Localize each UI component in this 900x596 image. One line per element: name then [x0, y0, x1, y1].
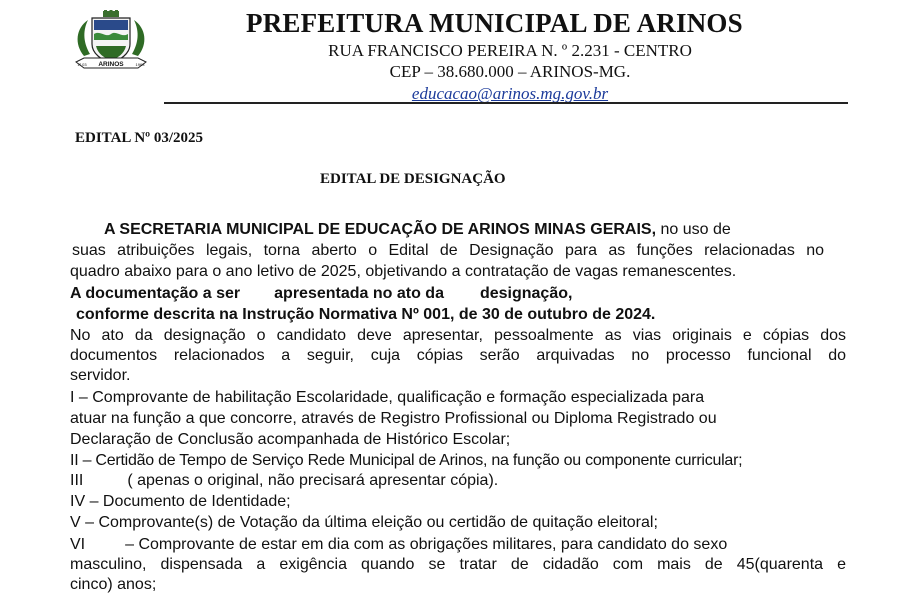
item-3-text: ( apenas o original, não precisará apresentar cópia). — [127, 472, 499, 489]
edital-title: EDITAL DE DESIGNAÇÃO — [320, 171, 506, 187]
intro-line-1 — [104, 220, 731, 240]
item-4: IV – Documento de Identidade; — [70, 493, 291, 510]
header-address: RUA FRANCISCO PEREIRA N. º 2.231 - CENTRO — [328, 41, 692, 60]
intro-rest-text: no uso de — [656, 221, 731, 238]
item-6-text: – Comprovante de estar em dia com as obrigações militares, para candidato do sexo — [125, 536, 728, 553]
item-6-label: VI — [70, 536, 86, 553]
item-1-line-1: I – Comprovante de habilitação Escolaridade, qualificação e formação especializada para — [70, 389, 705, 406]
documentation-line-1 — [70, 284, 572, 304]
seal-right-year: 1963 — [135, 62, 145, 67]
header-cep: CEP – 38.680.000 – ARINOS-MG. — [389, 62, 631, 81]
edital-number: EDITAL Nº 03/2025 — [75, 130, 204, 146]
documentation-line-2: conforme descrita na Instrução Normativa Nº 001, de 30 de outubro de 2024. — [76, 306, 656, 323]
item-3 — [70, 471, 498, 491]
seal-left-date: 1º.03 — [77, 62, 87, 67]
intro-line-3: quadro abaixo para o ano letivo de 2025, objetivando a contratação de vagas remanescentes. — [70, 263, 737, 280]
header-divider — [164, 102, 848, 104]
intro-bold-text: A SECRETARIA MUNICIPAL DE EDUCAÇÃO DE ARINOS MINAS GERAIS, — [104, 221, 657, 238]
item-2-line-1: II – Certidão de Tempo de Serviço Rede Municipal de Arinos, na função ou componente curricular; — [70, 452, 743, 469]
municipal-coat-of-arms-icon — [70, 10, 152, 72]
ato-line-3: servidor. — [70, 367, 131, 384]
seal-banner-text: ARINOS — [98, 61, 124, 68]
ato-line-2: documentos relacionados a seguir, cuja cópias serão arquivadas no processo funcional do — [70, 347, 846, 364]
item-6-line-3: cinco) anos; — [70, 576, 157, 593]
page-title: PREFEITURA MUNICIPAL DE ARINOS — [246, 8, 743, 38]
documentation-part-c: designação, — [479, 285, 573, 302]
item-1-line-2: atuar na função a que concorre, através de Registro Profissional ou Diploma Registrado ou — [70, 410, 717, 427]
item-3-label: III — [70, 472, 84, 489]
item-1-line-3: Declaração de Conclusão acompanhada de Histórico Escolar; — [70, 431, 511, 448]
documentation-part-a: A documentação a ser — [70, 285, 241, 302]
item-6-line-2: masculino, dispensada a exigência quando se tratar de cidadão com mais de 45(quarenta e — [70, 556, 846, 573]
documentation-part-b: apresentada no ato da — [274, 285, 444, 302]
header-email-link[interactable]: educacao@arinos.mg.gov.br — [411, 84, 609, 103]
item-6-line-1 — [70, 535, 727, 555]
intro-line-2: suas atribuições legais, torna aberto o Edital de Designação para as funções relacionadas no — [72, 242, 824, 259]
ato-line-1: No ato da designação o candidato deve apresentar, pessoalmente as vias originais e cópias dos — [70, 327, 846, 344]
item-5: V – Comprovante(s) de Votação da última eleição ou certidão de quitação eleitoral; — [70, 514, 658, 531]
